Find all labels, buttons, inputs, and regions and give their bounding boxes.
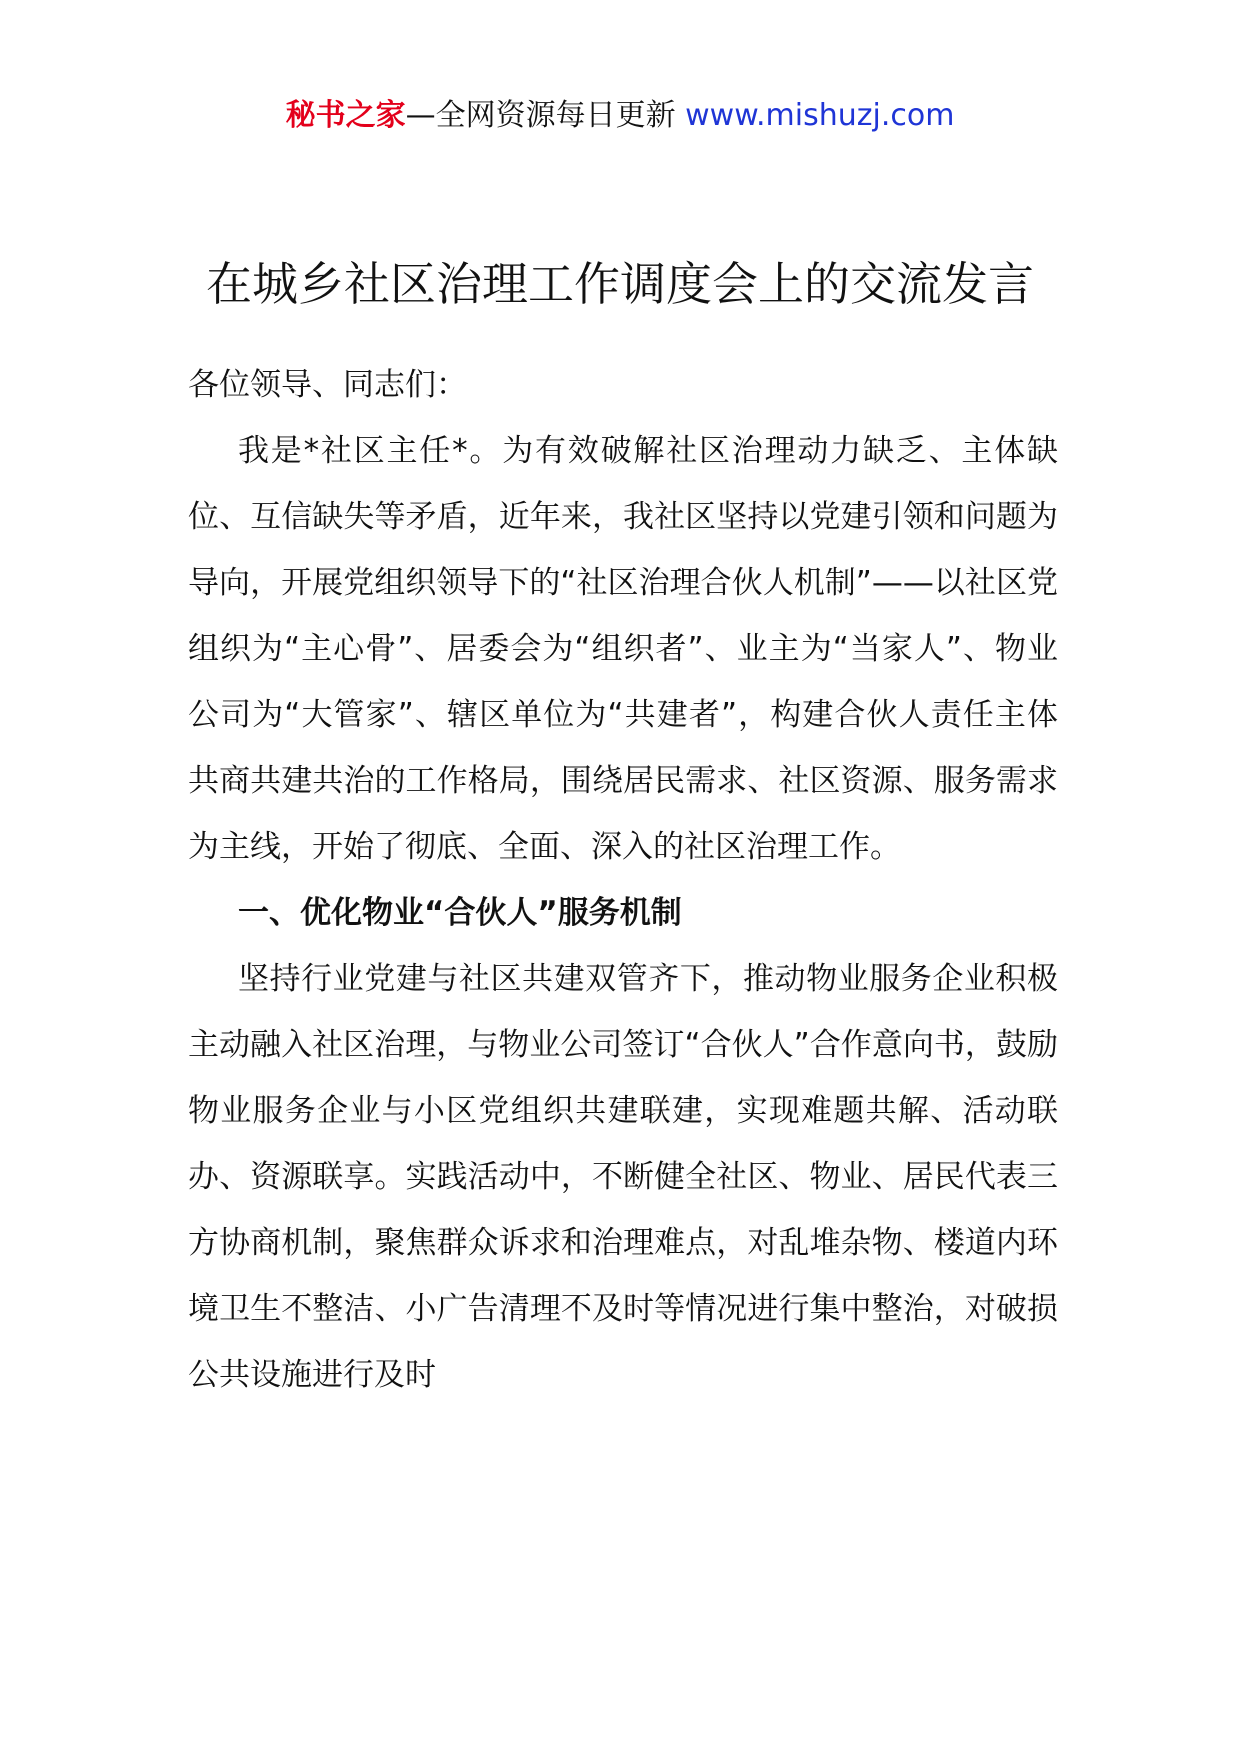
section-heading-1: 一、优化物业“合伙人”服务机制	[238, 895, 682, 931]
paragraph-intro: 我是*社区主任*。为有效破解社区治理动力缺乏、主体缺位、互信缺失等矛盾，近年来，我社区坚持以党建引领和问题为导向，开展党组织领导下的“社区治理合伙人机制”——以社区党组织为“主心骨”、居委会为“组织者”、业主为“当家人”、物业公司为“大管家”、辖区单位为“共建者”，构建合伙人责任主体共商共建共治的工作格局，围绕居民需求、社区资源、服务需求为主线，开始了彻底、全面、深入的社区治理工作。	[188, 433, 1058, 865]
site-url-link[interactable]: www.mishuzj.com	[685, 98, 955, 133]
document-body	[188, 352, 1058, 1408]
paragraph-section-1: 坚持行业党建与社区共建双管齐下，推动物业服务企业积极主动融入社区治理，与物业公司签订“合伙人”合作意向书，鼓励物业服务企业与小区党组织共建联建，实现难题共解、活动联办、资源联享。实践活动中，不断健全社区、物业、居民代表三方协商机制，聚焦群众诉求和治理难点，对乱堆杂物、楼道内环境卫生不整洁、小广告清理不及时等情况进行集中整治，对破损公共设施进行及时	[188, 961, 1058, 1393]
site-brand: 秘书之家	[285, 98, 406, 133]
site-tagline: —全网资源每日更新	[405, 98, 676, 133]
site-header	[0, 98, 1240, 134]
salutation: 各位领导、同志们：	[188, 367, 467, 403]
document-title: 在城乡社区治理工作调度会上的交流发言	[206, 257, 1034, 311]
